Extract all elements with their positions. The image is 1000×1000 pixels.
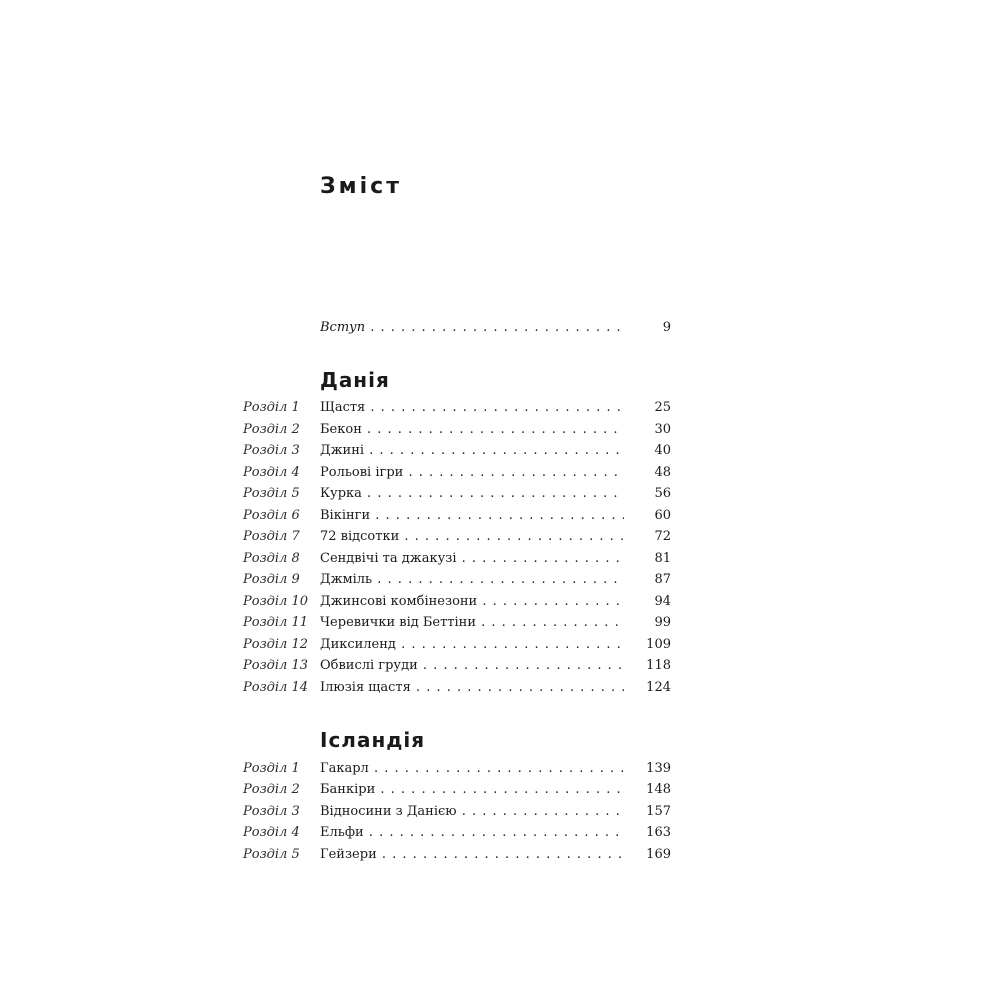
section-heading-iceland: Ісландія <box>320 728 426 752</box>
chapter-label: Розділ 14 <box>243 680 309 695</box>
entry-title: 72 відсотки . . . <box>320 529 624 544</box>
entry-title: Гейзери . . . <box>320 847 624 862</box>
entry-title: Джинсові комбінезони . . . <box>320 594 624 609</box>
entry-page: 124 <box>646 680 671 695</box>
entry-title: Вступ . . . <box>320 320 624 335</box>
chapter-label: Розділ 8 <box>243 551 300 566</box>
entry-page: 148 <box>646 782 671 797</box>
entry-title: Черевички від Беттіни . . . <box>320 615 624 630</box>
chapter-label: Розділ 9 <box>243 572 300 587</box>
chapter-label: Розділ 7 <box>243 529 300 544</box>
toc-entry[interactable] <box>0 845 1000 867</box>
chapter-label: Розділ 13 <box>243 658 309 673</box>
entry-page: 139 <box>646 761 671 776</box>
entry-title: Щастя . . . <box>320 400 624 415</box>
chapter-label: Розділ 3 <box>243 443 300 458</box>
entry-page: 48 <box>654 465 671 480</box>
entry-title: Обвислі груди . . . <box>320 658 624 673</box>
entry-page: 56 <box>654 486 671 501</box>
entry-page: 87 <box>654 572 671 587</box>
entry-title: Рольові ігри . . . <box>320 465 624 480</box>
entry-page: 99 <box>654 615 671 630</box>
chapter-label: Розділ 5 <box>243 486 300 501</box>
chapter-label: Розділ 2 <box>243 782 300 797</box>
chapter-label: Розділ 10 <box>243 594 309 609</box>
entry-page: 60 <box>654 508 671 523</box>
toc-entry-intro[interactable] <box>0 318 1000 340</box>
chapter-label: Розділ 5 <box>243 847 300 862</box>
entry-page: 94 <box>654 594 671 609</box>
toc-entry[interactable] <box>0 527 1000 549</box>
toc-entry[interactable] <box>0 420 1000 442</box>
entry-page: 9 <box>662 320 671 335</box>
entry-page: 169 <box>646 847 671 862</box>
toc-entry[interactable] <box>0 759 1000 781</box>
toc-entry[interactable] <box>0 549 1000 571</box>
chapter-label: Розділ 4 <box>243 465 300 480</box>
entry-title: Відносини з Данією . . . <box>320 804 624 819</box>
entry-title: Диксиленд . . . <box>320 637 624 652</box>
toc-entry[interactable] <box>0 398 1000 420</box>
entry-page: 40 <box>654 443 671 458</box>
toc-entry[interactable] <box>0 802 1000 824</box>
entry-page: 157 <box>646 804 671 819</box>
toc-entry[interactable] <box>0 823 1000 845</box>
entry-title: Банкіри . . . <box>320 782 624 797</box>
chapter-label: Розділ 12 <box>243 637 309 652</box>
entry-title: Ельфи . . . <box>320 825 624 840</box>
entry-page: 109 <box>646 637 671 652</box>
toc-entry[interactable] <box>0 506 1000 528</box>
entry-page: 163 <box>646 825 671 840</box>
entry-title: Гакарл . . . <box>320 761 624 776</box>
toc-entry[interactable] <box>0 656 1000 678</box>
toc-entry[interactable] <box>0 592 1000 614</box>
chapter-label: Розділ 6 <box>243 508 300 523</box>
chapter-label: Розділ 1 <box>243 400 300 415</box>
entry-title: Бекон . . . <box>320 422 624 437</box>
page-title: Зміст <box>320 174 402 199</box>
entry-title: Ілюзія щастя . . . <box>320 680 624 695</box>
chapter-label: Розділ 2 <box>243 422 300 437</box>
entry-page: 72 <box>654 529 671 544</box>
toc-entry[interactable] <box>0 613 1000 635</box>
toc-entry[interactable] <box>0 441 1000 463</box>
entry-page: 30 <box>654 422 671 437</box>
entry-title: Вікінги . . . <box>320 508 624 523</box>
chapter-label: Розділ 11 <box>243 615 309 630</box>
toc-entry[interactable] <box>0 463 1000 485</box>
entry-title: Курка . . . <box>320 486 624 501</box>
chapter-label: Розділ 1 <box>243 761 300 776</box>
toc-entry[interactable] <box>0 780 1000 802</box>
toc-entry[interactable] <box>0 484 1000 506</box>
entry-title: Сендвічі та джакузі . . . <box>320 551 624 566</box>
entry-title: Джині . . . <box>320 443 624 458</box>
toc-entry[interactable] <box>0 678 1000 700</box>
chapter-label: Розділ 4 <box>243 825 300 840</box>
entry-page: 118 <box>646 658 671 673</box>
chapter-label: Розділ 3 <box>243 804 300 819</box>
entry-title: Джміль . . . <box>320 572 624 587</box>
toc-entry[interactable] <box>0 635 1000 657</box>
toc-entry[interactable] <box>0 570 1000 592</box>
entry-page: 81 <box>654 551 671 566</box>
section-heading-denmark: Данія <box>320 368 390 392</box>
entry-page: 25 <box>654 400 671 415</box>
